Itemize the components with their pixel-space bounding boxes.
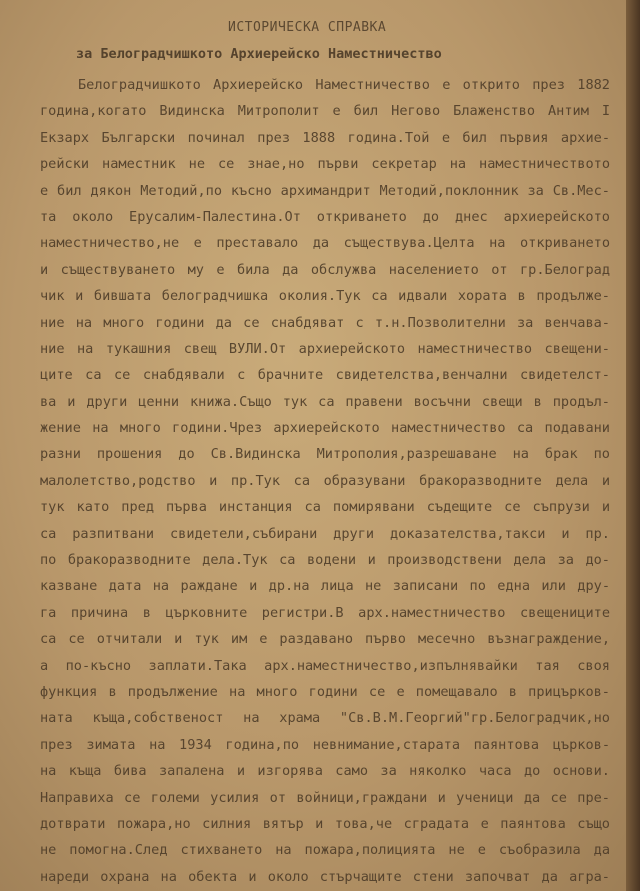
text-line: Направиха се големи усилия от войници,граждани и ученици да се пре- bbox=[40, 789, 610, 806]
text-line: нареди охрана на обекта и около стърчащите стени започват да агра- bbox=[40, 868, 610, 885]
text-line: ние на много години да се снабдяват с т.н.Позволителни за венчава- bbox=[40, 314, 610, 331]
page-edge-shadow bbox=[626, 0, 640, 891]
text-line: жение на много години.Чрез архиерейското наместничество са подавани bbox=[40, 420, 610, 437]
text-line: Белоградчишкото Архиерейско Наместничество е открито през 1882 bbox=[78, 77, 610, 93]
text-line: са разпитвани свидетели,събирани други доказателства,такси и пр. bbox=[40, 525, 610, 542]
text-line: на къща бива запалена и изгорява само за няколко часа до основи. bbox=[40, 763, 610, 780]
text-line: казване дата на раждане и др.на лица не записани по една или дру- bbox=[40, 578, 610, 595]
text-line: та около Ерусалим-Палестина.От откриването до днес архиерейското bbox=[40, 208, 610, 225]
text-line: функция в продължение на много години се е помещавало в прицърков- bbox=[40, 683, 610, 700]
document-subtitle: за Белоградчишкото Архиерейско Наместничество bbox=[76, 46, 442, 62]
text-line: по бракоразводните дела.Тук са водени и производствени дела за до- bbox=[40, 552, 610, 569]
text-line: и съществуването му е била да обслужва населението от гр.Белоград bbox=[40, 261, 610, 278]
text-line: а по-късно заплати.Така арх.наместничество,изпълнявайки тая своя bbox=[40, 657, 610, 674]
text-line: наместничество,не е преставало да съществува.Целта на откриването bbox=[40, 235, 610, 252]
text-line: през зимата на 1934 година,по невнимание,старата паянтова църков- bbox=[40, 736, 610, 753]
text-line: ва и други ценни книжа.Също тук са правени восъчни свещи в продъл- bbox=[40, 393, 610, 410]
text-line: са се отчитали и тук им е раздавано първо месечно възнаграждение, bbox=[40, 631, 610, 648]
text-line: ците са се снабдявали с брачните свидетелства,венчални свидетелст- bbox=[40, 367, 610, 384]
text-line: е бил дякон Методий,по късно архимандрит Методий,поклонник за Св.Мес- bbox=[40, 182, 610, 199]
text-line: чик и бившата белоградчишка околия.Тук са идвали хората в продълже- bbox=[40, 288, 610, 305]
text-line: малолетство,родство и пр.Тук са образувани бракоразводните дела и bbox=[40, 472, 610, 489]
text-line: разни прошения до Св.Видинска Митрополия,разрешаване на брак по bbox=[40, 446, 610, 463]
document-body bbox=[40, 72, 610, 890]
text-line: га причина в църковните регистри.В арх.наместничество свещениците bbox=[40, 604, 610, 621]
text-line: тук като пред първа инстанция са помирявани съдещите се съпрузи и bbox=[40, 499, 610, 516]
text-line: Екзарх Български починал през 1888 година.Той е бил първия архие- bbox=[40, 129, 610, 146]
text-line: рейски наместник не се знае,но първи секретар на наместничеството bbox=[40, 156, 610, 173]
text-line: година,когато Видинска Митрополит е бил Негово Блаженство Антим I bbox=[40, 103, 610, 120]
text-line: дотврати пожара,но силния вятър и това,че сградата е паянтова също bbox=[40, 815, 610, 832]
text-line: ната къща,собственост на храма "Св.В.М.Георгий"гр.Белоградчик,но bbox=[40, 710, 610, 727]
text-line: не помогна.След стихването на пожара,полицията не е съобразила да bbox=[40, 842, 610, 859]
document-title: ИСТОРИЧЕСКА СПРАВКА bbox=[228, 20, 387, 35]
text-line: ние на тукашния свещ ВУЛИ.От архиерейското наместничество свещени- bbox=[40, 340, 610, 357]
